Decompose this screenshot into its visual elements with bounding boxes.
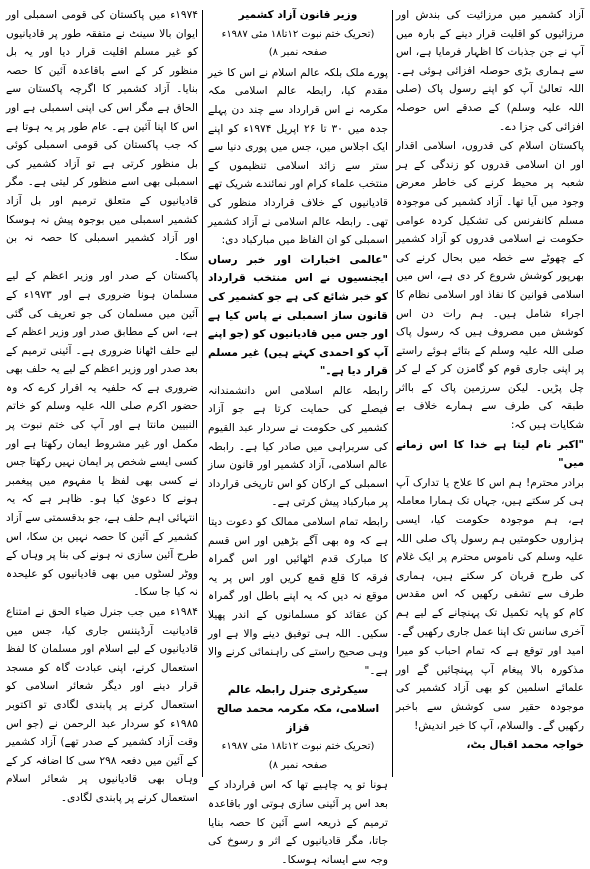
paragraph: برادر محترم! ہم اس کا علاج یا تدارک آپ ہی کر سکتے ہیں، جہاں تک ہمارا معاملہ ہے، ہم موجودہ حکومت کیا، ایسی ہزاروں حکومتیں ہم رسول پاک صلی اللہ علیہ وسلم کی ناموس محترم پر ایک غلام کی طرح قربان کر سکتے ہیں، ہماری طرف سے تشفی رکھیں کہ اس مقدس کام کو پایہ تکمیل تک پہنچانے کے لیے ہم آخری سانس تک اپنا عمل جاری رکھیں گے۔ bbox=[396, 476, 584, 638]
column-divider bbox=[392, 10, 393, 777]
paragraph: ہونا تو یہ چاہیے تھا کہ اس قرارداد کے بعد اس پر آئینی سازی ہوتی اور باقاعدہ ترمیم کے ذریعہ اسے آئین کا حصہ بنایا جاتا، مگر قادیانیوں کے اثر و رسوخ کی وجہ سے ایسانہ ہوسکا۔ bbox=[208, 779, 388, 866]
paragraph: ۱۹۷۴ء میں پاکستان کی قومی اسمبلی اور ایوان بالا سینٹ نے متفقہ طور پر قادیانیوں کو غیر مسلم اقلیت قرار دیا اور یہ بل منظور کر کے اسے باقاعدہ آئین کا حصہ بنایا۔ آزاد کشمیر کا اگرچہ پاکستان سے الحاق ہے مگر اس کی اپنی اسمبلی ہے اور اس کا اپنا آئین ہے۔ عام طور پر یہ ہوتا ہے کہ جب پاکستان کی قومی اسمبلی کوئی بل منظور کرتی ہے تو آزاد کشمیر کی اسمبلی بھی اسے منظور کر لیتی ہے۔ مگر قادیانیوں کے متعلق ترمیم اور بل آزاد کشمیر اسمبلی میں بوجوہ پیش نہ ہوسکا اور آزاد کشمیر اسمبلی کا حصہ نہ بن سکا۔ bbox=[6, 9, 198, 263]
signature: خواجہ محمد اقبال بٹ، bbox=[466, 739, 584, 752]
paragraph: پاکستان اسلام کی قدروں، اسلامی اقدار اور ان اسلامی قدروں کو زندگی کے ہر شعبہ پر محیط کرنے کی خاطر معرض وجود میں آیا تھا۔ آزاد کشمیر کی موجودہ مسلم کانفرنس کی تشکیل کردہ عوامی حکومت نے اسلامی قدروں کو آزاد کشمیر کے چھوٹے سے خطہ میں بحال کرنے کی بھرپور کوشش شروع کر دی ہے، اس میں اسلامی قوانین کا نفاذ اور اسلامی نظام کا اجراء شامل ہیں۔ ہم رات دن اس کوشش میں مصروف ہیں کہ رسول پاک صلی اللہ علیہ وسلم کے بتائے ہوئے راستے پر اپنی جاری قوم کو گامزن کر کے لے کر چل پڑیں۔ لیکن سرزمین پاک کے بااثر طبقہ کی طرف سے ہمارے خلاف بے شکایات ہیں کہ: bbox=[396, 140, 584, 432]
quote-paragraph: "عالمی اخبارات اور خبر رساں ایجنسیوں نے اس منتخب قرارداد کو خبر شائع کی ہے جو کشمیر کی قانون ساز اسمبلی نے پاس کیا ہے اور جس میں قادیانیوں کو (جو اپنے آپ کو احمدی کہتے ہیں) غیر مسلم قرار دیا ہے۔" bbox=[208, 253, 388, 378]
paragraph: پورے ملک بلکہ عالم اسلام نے اس کا خیر مقدم کیا، رابطہ عالم اسلامی مکہ مکرمہ نے اس قرارداد سے چند دن پہلے جدہ میں ۳۰ تا ۲۶ اپریل ۱۹۷۴ء کو اپنے ایک اجلاس میں، جس میں پوری دنیا سے ستر سے زائد اسلامی تنظیموں کے منتخب علماء کرام اور نمائندے شریک تھے قادیانیوں کے خلاف قرارداد منظور کی تھی۔ رابطہ عالم اسلامی نے آزاد کشمیر اسمبلی کو ان الفاظ میں مبارکباد دی: bbox=[208, 66, 388, 247]
source-citation: (تحریک ختم نبوت ۱۲تا۱۸ مئی ۱۹۸۷ء صفحہ نمبر ۸) bbox=[221, 741, 375, 771]
paragraph: ۱۹۸۴ء میں جب جنرل ضیاء الحق نے امتناع قادیانیت آرڈیننس جاری کیا، جس میں قادیانیوں کے لیے اسلام اور مسلمان کا لفظ استعمال کرنے، اپنی عبادت گاہ کو مسجد قرار دینے اور دیگر شعائر اسلامی کو استعمال کرنے پر پابندی لگادی تو اکتوبر ۱۹۸۵ء کو سردار عبد الرحمن نے (جو اس وقت آزاد کشمیر کے صدر تھے) آزاد کشمیر کے آئین میں دفعہ ۲۹۸ سی کا اضافہ کر کے وہاں بھی قادیانیوں پر شعائر اسلام استعمال کرنے پر پابندی لگادی۔ bbox=[6, 606, 198, 804]
column-left bbox=[6, 6, 198, 804]
column-middle bbox=[208, 6, 388, 866]
paragraph: امید اور توقع ہے کہ تمام احباب کو میرا مذکورہ بالا پیغام آپ پہنچائیں گے اور علمائے اسلمین کو بھی آزاد کشمیر کی موجودہ حقیر سی کوشش سے باخبر رکھیں گے۔ والسلام، آپ کا خیر اندیش! bbox=[396, 645, 584, 732]
paragraph: رابطہ تمام اسلامی ممالک کو دعوت دیتا ہے کہ وہ بھی آگے بڑھیں اور اس قسم کا مبارک قدم اٹھائیں اور اس گمراہ فرقہ کا قلع قمع کریں اور اس پر یہ موقع نہ دیں کہ یہ اپنے باطل اور گمراہ کن عقائد کو مسلمانوں کے اندر پھیلا سکیں۔ اللہ ہی توفیق دینے والا ہے اور وہی صحیح راستے کی راہنمائی کرنے والا ہے۔" bbox=[208, 516, 388, 677]
column-divider bbox=[202, 10, 203, 777]
paragraph: آزاد کشمیر میں مرزائیت کی بندش اور مرزائیوں کو اقلیت قرار دینے کے بارہ میں آپ نے جن جذبات کا اظہار فرمایا ہے، اس سے ہماری بڑی حوصلہ افزائی ہوئی ہے۔ اللہ تعالیٰ آپ کو اپنے رسول پاک (صلی اللہ علیہ وسلم) کے صدقے اس حوصلہ افزائی کی جزا دے۔ bbox=[396, 9, 584, 133]
quote-line: "اکبر نام لیتا ہے خدا کا اس زمانے میں" bbox=[396, 438, 584, 470]
source-citation: (تحریک ختم نبوت ۱۲تا۱۸ مئی ۱۹۸۷ء صفحہ نمبر ۸) bbox=[221, 28, 375, 59]
section-heading: وزیر قانون آزاد کشمیر bbox=[238, 9, 358, 21]
paragraph: رابطہ عالم اسلامی اس دانشمندانہ فیصلے کی حمایت کرتا ہے جو آزاد کشمیر کی حکومت نے سردار عبد القیوم کی سربراہی میں صادر کیا ہے۔ رابطہ عالم اسلامی، آزاد کشمیر اور قانون ساز اسمبلی کے ارکان کو اس تاریخی قرارداد پر مبارکباد پیش کرتی ہے۔ bbox=[208, 384, 388, 509]
column-right bbox=[396, 6, 584, 781]
signatory: سیکرٹری جنرل رابطہ عالم اسلامی، مکہ مکرمہ محمد صالح قزاز bbox=[216, 684, 380, 734]
paragraph: پاکستان کے صدر اور وزیر اعظم کے لیے مسلمان ہونا ضروری ہے اور ۱۹۷۳ء کے آئین میں مسلمان کی جو تعریف کی گئی ہے، اس کے مطابق صدر اور وزیر اعظم کے لیے حلف اٹھانا ضروری ہے۔ آئینی ترمیم کے بعد صدر اور وزیر اعظم کے لیے یہ حلف بھی ضروری ہے کہ حلفیہ یہ اقرار کرے کہ وہ حضور اکرم صلی اللہ علیہ وسلم کو خاتم النبیین مانتا ہے اور آپ کی ختم نبوت پر مکمل اور غیر مشروط ایمان رکھتا ہے اور کسی ایسے شخص پر ایمان نہیں رکھتا جس نے کسی بھی لفظ یا مفہوم میں پیغمبر ہونے کا دعویٰ کیا ہو۔ ظاہر ہے کہ یہ انتہائی اہم حلف ہے، جو بدقسمتی سے آزاد کشمیر کے آئین کا حصہ نہیں بن سکا، اس طرح آئین سازی نہ ہونے کی بنا پر وہاں کے ووٹر لسٹوں میں بھی قادیانیوں کو علیحدہ نہ کیا جا سکا۔ bbox=[6, 270, 198, 599]
